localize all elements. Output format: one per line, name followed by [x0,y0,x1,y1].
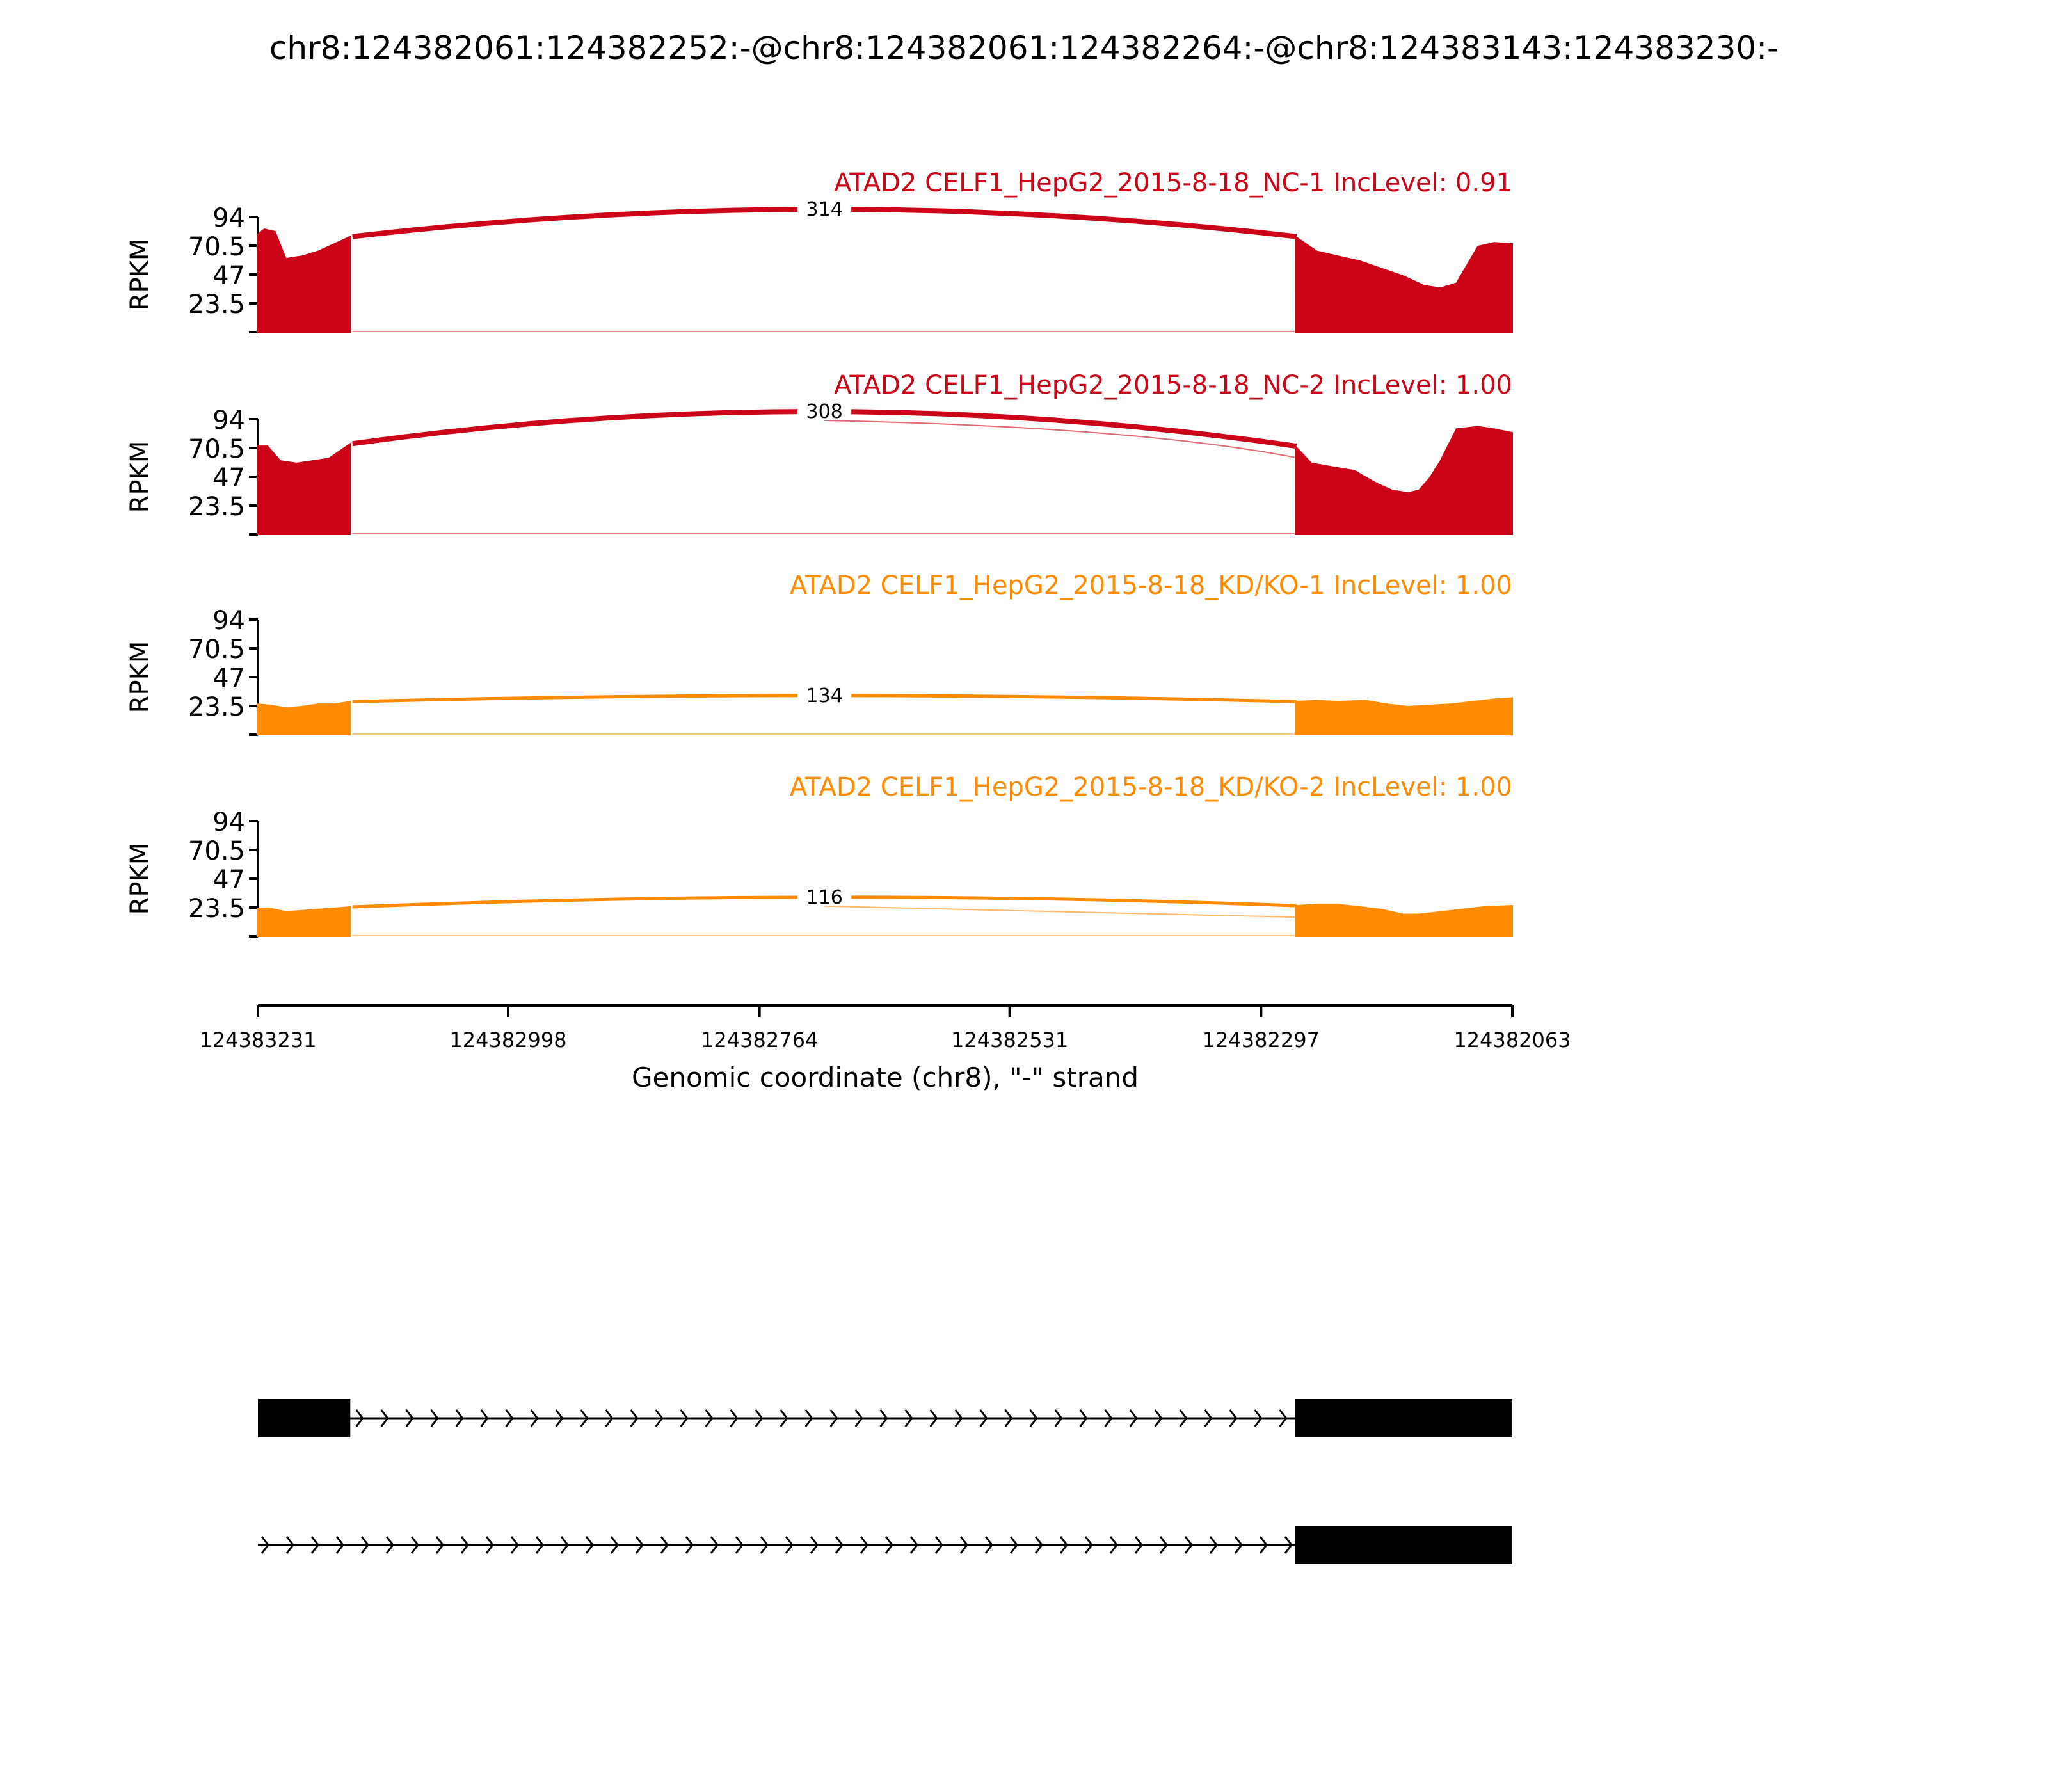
figure-title: chr8:124382061:124382252:-@chr8:124382061:124382264:-@chr8:124383143:124383230:- [269,29,1779,67]
coverage-panels [125,168,1512,936]
y-tick-label: 23.5 [188,290,245,319]
y-tick-label: 47 [212,261,245,291]
panel-4 [125,772,1512,936]
y-axis-label: RPKM [125,641,155,714]
x-axis-label: Genomic coordinate (chr8), "-" strand [631,1062,1139,1093]
x-tick-label: 124382063 [1453,1028,1571,1052]
x-tick-label: 124382764 [701,1028,819,1052]
junction-count: 308 [806,401,843,423]
y-tick-label: 23.5 [188,492,245,522]
junction-arc-minor [824,906,1297,917]
junction-count: 314 [806,198,843,221]
x-tick-label: 124382531 [951,1028,1069,1052]
y-tick-label: 70.5 [188,232,245,262]
x-axis [199,1005,1571,1093]
panel-3 [125,571,1512,735]
y-tick-label: 23.5 [188,692,245,722]
coverage-right-exon [1295,904,1512,936]
coverage-left-exon [258,907,350,936]
exon-block [1295,1526,1512,1564]
transcript-2 [258,1526,1512,1564]
exon-block [258,1399,350,1437]
y-tick-label: 47 [212,664,245,693]
sample-label: ATAD2 CELF1_HepG2_2015-8-18_NC-1 IncLevel: 0.91 [834,168,1512,198]
y-tick-label: 47 [212,865,245,895]
x-tick-label: 124382998 [449,1028,567,1052]
coverage-right-exon [1295,698,1512,735]
y-tick-label: 23.5 [188,894,245,924]
y-tick-label: 70.5 [188,435,245,464]
panel-2 [125,371,1512,534]
sample-label: ATAD2 CELF1_HepG2_2015-8-18_KD/KO-1 IncLevel: 1.00 [789,571,1512,600]
y-axis-label: RPKM [125,238,155,311]
coverage-left-exon [258,444,350,534]
coverage-right-exon [1295,427,1512,535]
y-tick-label: 94 [212,406,245,435]
y-tick-label: 70.5 [188,836,245,866]
y-tick-label: 70.5 [188,635,245,664]
sample-label: ATAD2 CELF1_HepG2_2015-8-18_KD/KO-2 IncLevel: 1.00 [789,772,1512,802]
sample-label: ATAD2 CELF1_HepG2_2015-8-18_NC-2 IncLevel: 1.00 [834,371,1512,400]
y-axis-label: RPKM [125,440,155,513]
transcript-models [258,1399,1512,1564]
y-tick-label: 94 [212,606,245,636]
y-tick-label: 47 [212,463,245,493]
coverage-left-exon [258,229,350,332]
x-tick-label: 124382297 [1202,1028,1320,1052]
y-tick-label: 94 [212,204,245,233]
x-tick-label: 124383231 [199,1028,317,1052]
panel-1 [125,168,1512,332]
exon-block [1295,1399,1512,1437]
junction-count: 134 [806,684,843,707]
transcript-1 [258,1399,1512,1437]
coverage-right-exon [1295,237,1512,332]
y-tick-label: 94 [212,808,245,837]
y-axis-label: RPKM [125,842,155,915]
coverage-left-exon [258,701,350,735]
junction-count: 116 [806,886,843,909]
